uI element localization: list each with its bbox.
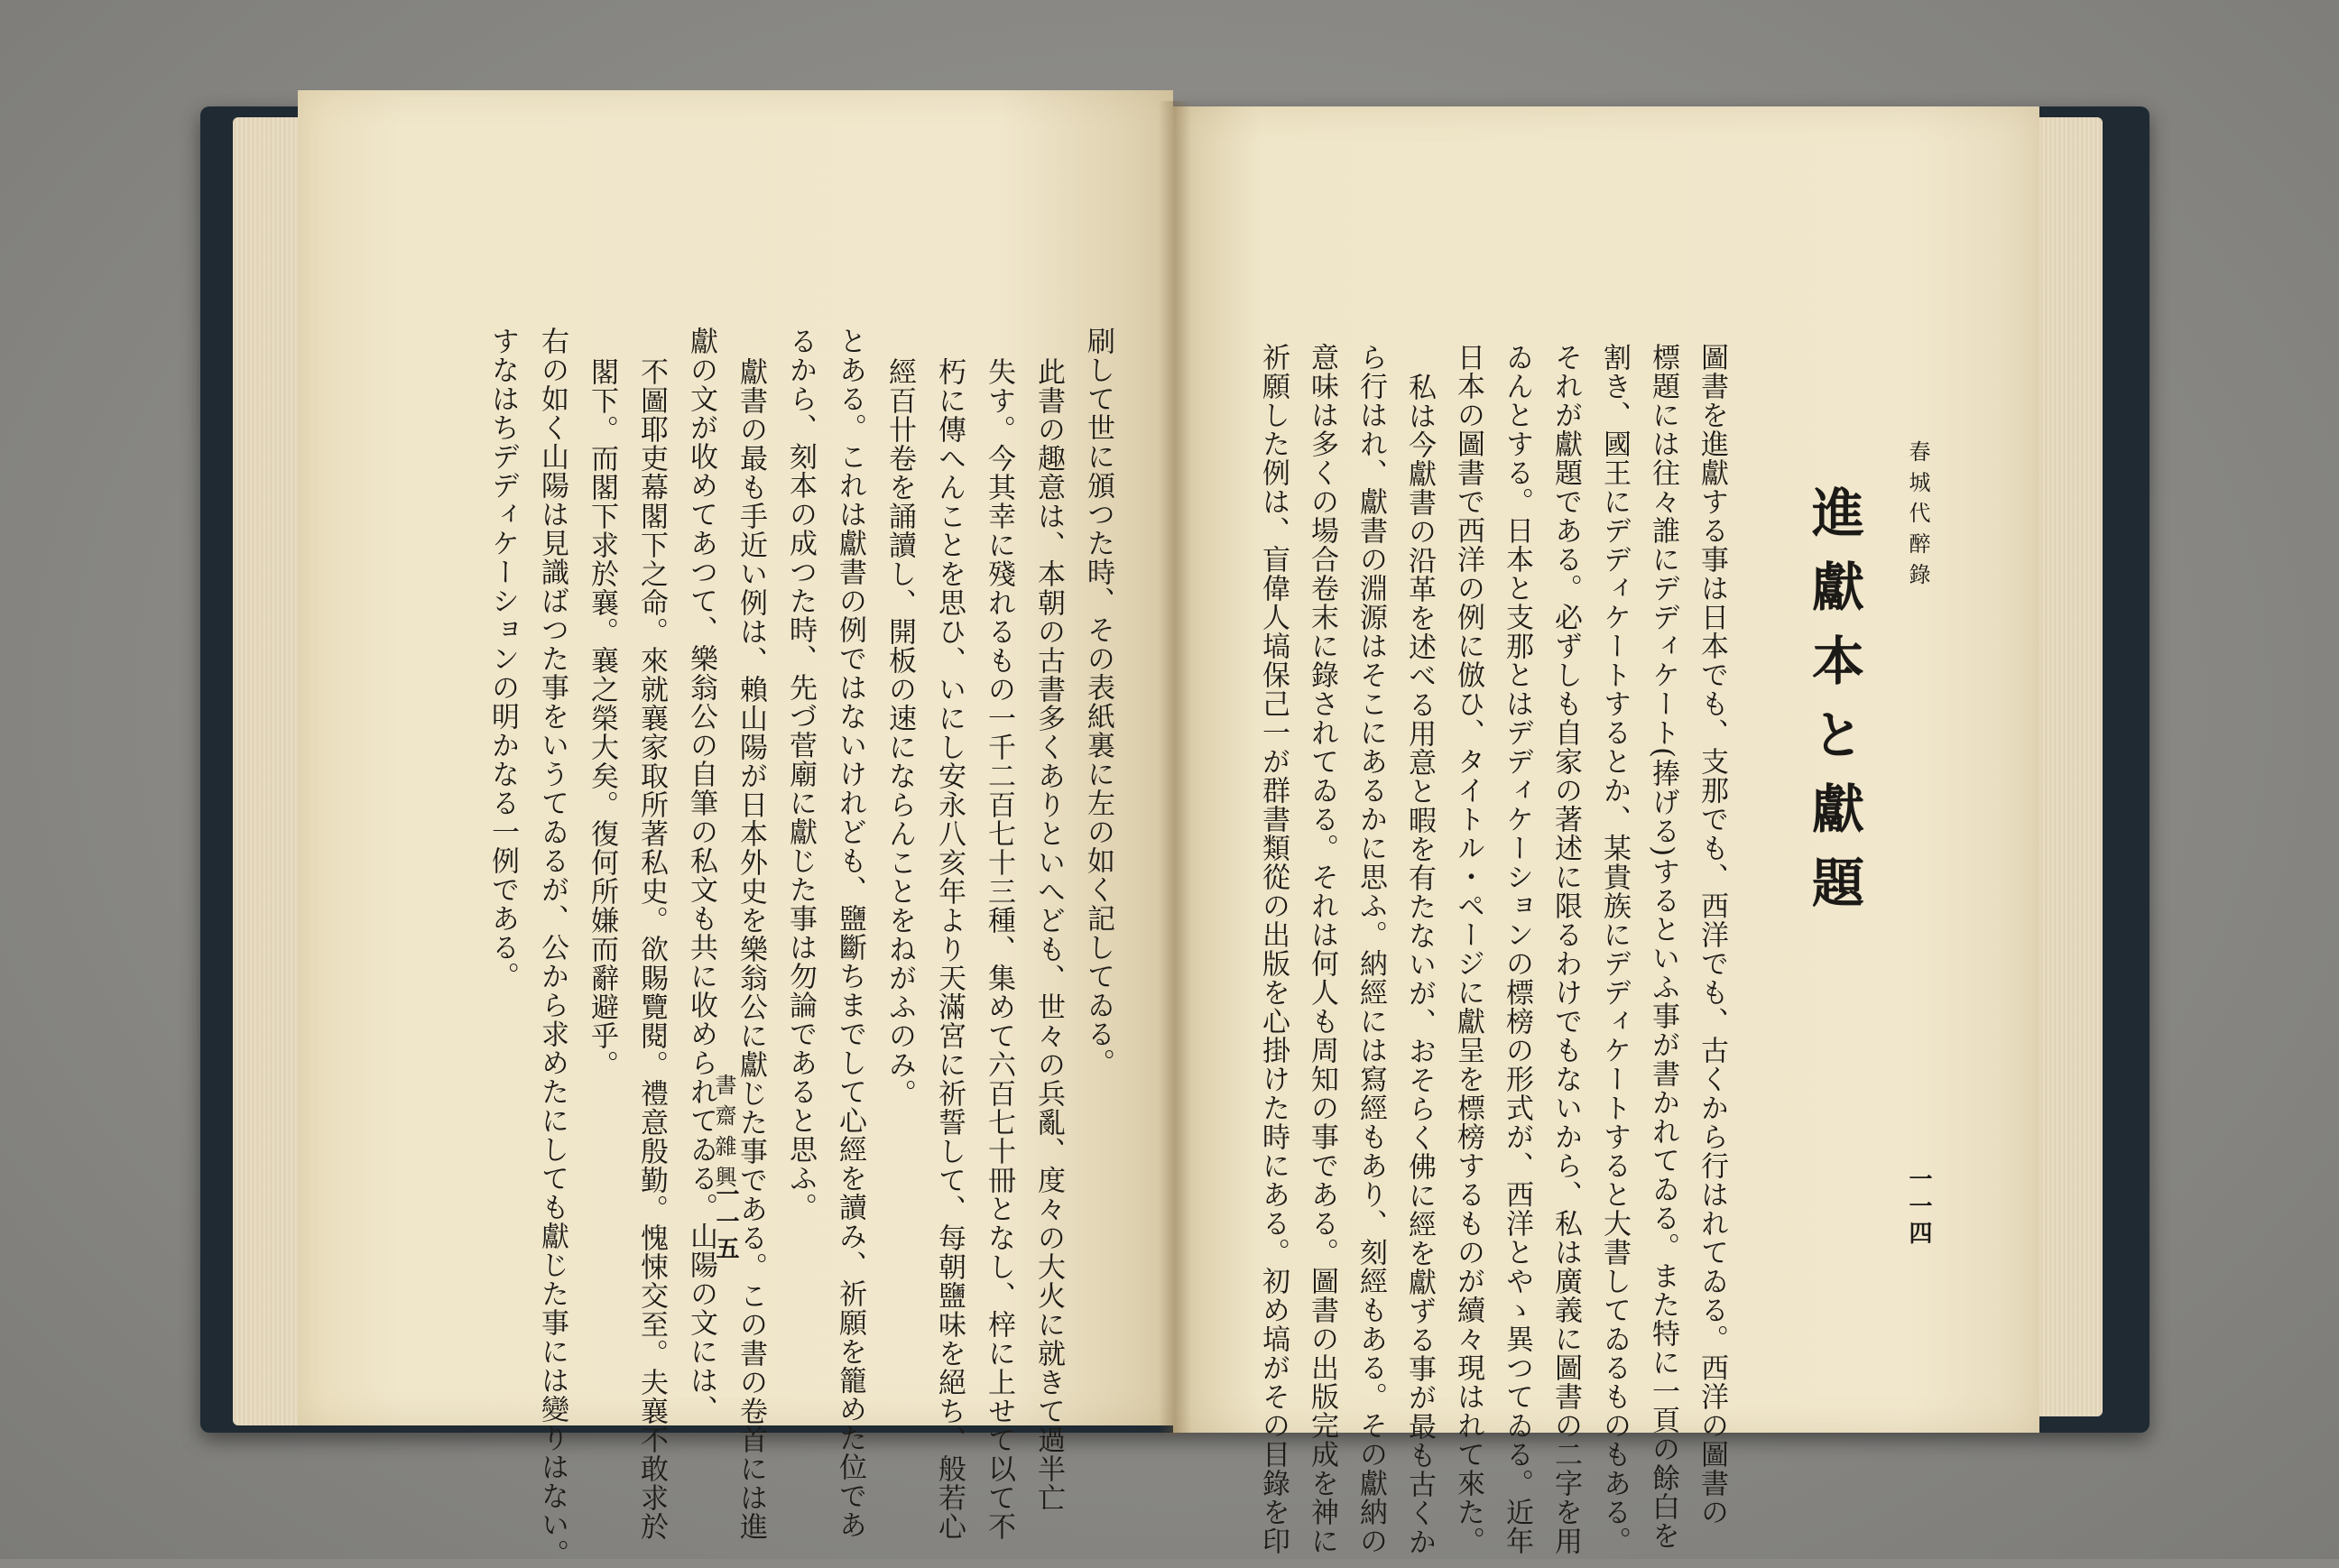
right-text-line: ゐんとする。日本と支那とはデディケーションの標榜の形式が、西洋とやゝ異つてゐる。近年	[1501, 343, 1533, 1555]
left-text-line: 刷して世に頒つた時、その表紙裏に左の如く記してゐる。	[1082, 327, 1114, 1077]
left-text-line: とある。これは獻書の例ではないけれども、鹽斷ちまでして心經を讀み、祈願を籠めた位であ	[834, 327, 866, 1539]
left-text-line: 此書の趣意は、本朝の古書多くありといへども、世々の兵亂、度々の大火に就きて過半亡	[1032, 357, 1065, 1512]
left-text-line: 閣下。而閣下求於襄。襄之榮大矣。復何所嫌而辭避乎。	[586, 357, 618, 1079]
left-text-line: 獻書の最も手近い例は、賴山陽が日本外史を樂翁公に獻じた事である。この書の卷首には進	[735, 357, 767, 1541]
left-running-head: 書齋雜興	[711, 1074, 736, 1196]
right-text-line: 祈願した例は、盲偉人塙保己一が群書類從の出版を心掛けた時にある。初め塙がその目錄を印	[1257, 343, 1290, 1555]
right-text-line: 意味は多くの場合卷末に錄されてゐる。それは何人も周知の事である。圖書の出版完成を神に	[1306, 343, 1338, 1555]
left-text-line: 經百卄卷を誦讀し、開板の速にならんことをねがふのみ。	[883, 357, 916, 1108]
right-page-number: 一一四	[1905, 1167, 1932, 1248]
left-page	[298, 90, 1173, 1568]
right-text-line: ら行はれ、獻書の淵源はそこにあるかに思ふ。納經には寫經もあり、刻經もある。その獻納の	[1354, 343, 1387, 1555]
right-text-line: 日本の圖書で西洋の例に倣ひ、タイトル・ページに獻呈を標榜するものが續々現はれて來た。	[1452, 343, 1484, 1555]
left-page-number: 一一五	[712, 1182, 739, 1263]
right-text-line: 私は今獻書の沿革を述べる用意と暇を有たないが、おそらく佛に經を獻ずる事が最も古くか	[1403, 373, 1436, 1556]
right-running-head: 春城代醉錄	[1905, 440, 1930, 594]
left-text-line: 右の如く山陽は見識ばつた事をいうてゐるが、公から求めたにしても獻じた事には變りはない。	[536, 327, 569, 1568]
left-text-line: すなはちデディケーションの明かなる一例である。	[486, 327, 519, 991]
right-text-line: それが獻題である。必ずしも自家の著述に限るわけでもないから、私は廣義に圖書の二字を用	[1549, 343, 1582, 1555]
left-text-line: 不圖耶吏幕閣下之命。來就襄家取所著私史。欲賜覽閱。禮意殷勤。愧悚交至。夫襄不敢求於	[635, 357, 668, 1541]
right-text-line: 標題には往々誰にデディケート(捧げる)するといふ事が書かれてゐる。また特に一頁の餘白を	[1647, 343, 1679, 1551]
book-gutter	[1159, 101, 1191, 1434]
left-text-line: 朽に傳へんことを思ひ、いにし安永八亥年より天滿宮に祈誓して、每朝鹽味を絕ち、般若心	[933, 357, 966, 1541]
article-title: 進獻本と獻題	[1803, 485, 1864, 929]
right-page	[1173, 106, 2039, 1556]
right-text-line: 割き、國王にデディケートするとか、某貴族にデディケートすると大書してゐるものもある。	[1598, 343, 1631, 1555]
left-text-line: 失す。今其幸に殘れるもの一千二百七十三種、集めて六百七十冊となし、梓に上せて以て不	[983, 357, 1015, 1541]
left-text-line: 獻の文が收めてあつて、樂翁公の自筆の私文も共に收められてゐる。山陽の文には、	[685, 327, 717, 1424]
left-text-line: るから、刻本の成つた時、先づ菅廟に獻じた事は勿論であると思ふ。	[784, 327, 817, 1222]
right-text-line: 圖書を進獻する事は日本でも、支那でも、西洋でも、古くから行はれてゐる。西洋の圖書の	[1696, 343, 1728, 1526]
